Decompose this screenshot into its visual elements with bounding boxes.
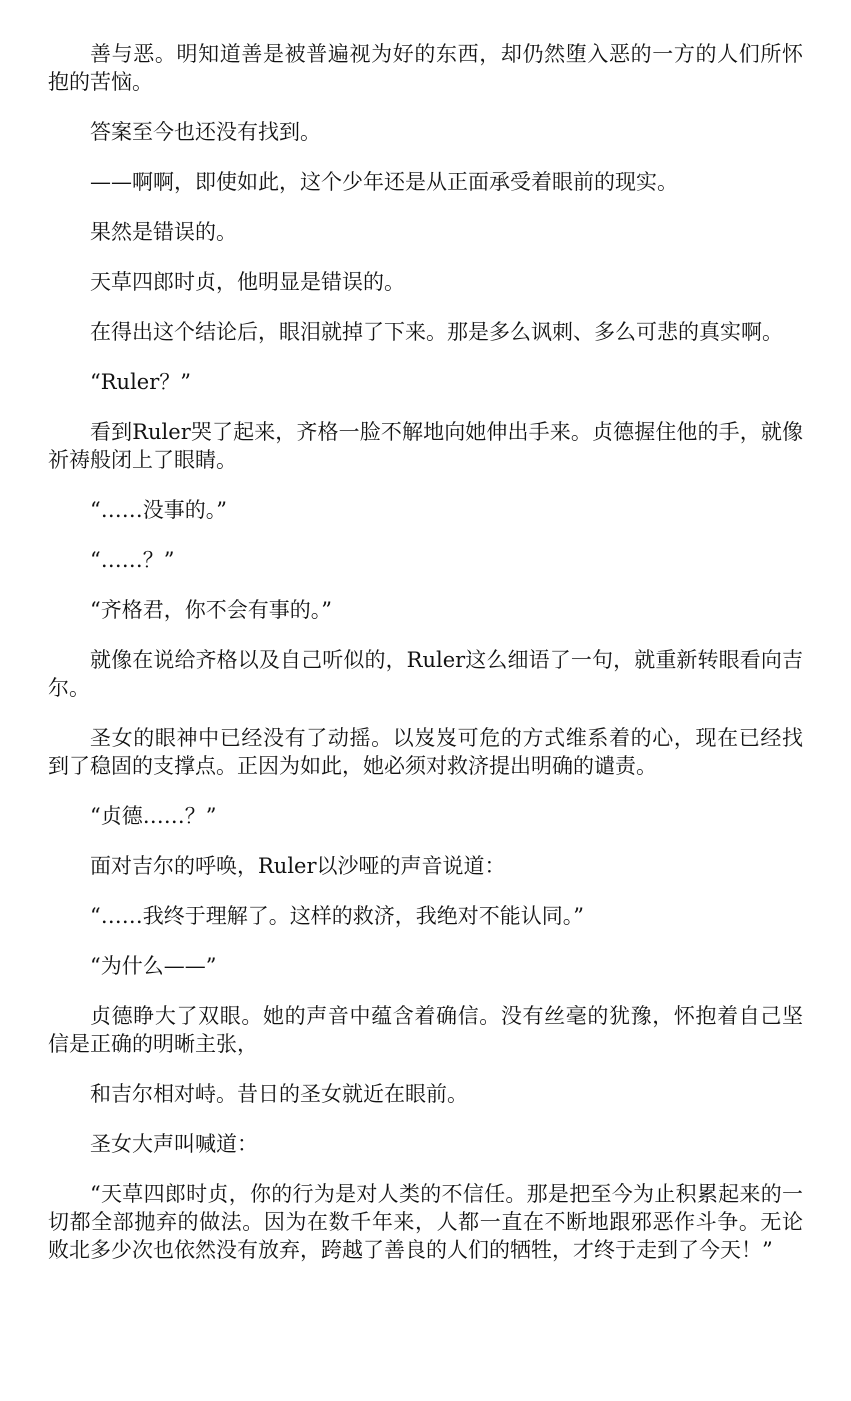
dialogue-paragraph: “天草四郎时贞，你的行为是对人类的不信任。那是把至今为止积累起来的一切都全部抛弃的做法。因为在数千年来，人都一直在不断地跟邪恶作斗争。无论败北多少次也依然没有放弃，跨越了善良的人们的牺牲，才终于走到了今天！”: [48, 1182, 803, 1262]
paragraph: 在得出这个结论后，眼泪就掉了下来。那是多么讽刺、多么可悲的真实啊。: [90, 320, 783, 344]
paragraph: 面对吉尔的呼唤，Ruler以沙哑的声音说道：: [90, 854, 506, 878]
paragraph: 贞德睁大了双眼。她的声音中蕴含着确信。没有丝毫的犹豫，怀抱着自己坚信是正确的明晰主张，: [48, 1004, 803, 1056]
paragraph: 圣女的眼神中已经没有了动摇。以岌岌可危的方式维系着的心，现在已经找到了稳固的支撑点。正因为如此，她必须对救济提出明确的谴责。: [48, 726, 803, 778]
paragraph: 善与恶。明知道善是被普遍视为好的东西，却仍然堕入恶的一方的人们所怀抱的苦恼。: [48, 42, 803, 94]
paragraph: 果然是错误的。: [90, 220, 237, 244]
dialogue-paragraph: “齐格君，你不会有事的。”: [90, 598, 332, 622]
dialogue-paragraph: “……？”: [90, 548, 175, 572]
dialogue-paragraph: “……没事的。”: [90, 498, 227, 522]
dialogue-paragraph: “Ruler？”: [90, 370, 191, 394]
paragraph: 看到Ruler哭了起来，齐格一脸不解地向她伸出手来。贞德握住他的手，就像祈祷般闭上了眼睛。: [48, 420, 803, 472]
paragraph: ——啊啊，即使如此，这个少年还是从正面承受着眼前的现实。: [90, 170, 678, 194]
paragraph: 圣女大声叫喊道：: [90, 1132, 258, 1156]
paragraph: 就像在说给齐格以及自己听似的，Ruler这么细语了一句，就重新转眼看向吉尔。: [48, 648, 803, 700]
dialogue-paragraph: “……我终于理解了。这样的救济，我绝对不能认同。”: [90, 904, 584, 928]
paragraph: 答案至今也还没有找到。: [90, 120, 321, 144]
dialogue-paragraph: “贞德……？”: [90, 804, 217, 828]
dialogue-paragraph: “为什么——”: [90, 954, 217, 978]
paragraph: 和吉尔相对峙。昔日的圣女就近在眼前。: [90, 1082, 468, 1106]
paragraph: 天草四郎时贞，他明显是错误的。: [90, 270, 405, 294]
